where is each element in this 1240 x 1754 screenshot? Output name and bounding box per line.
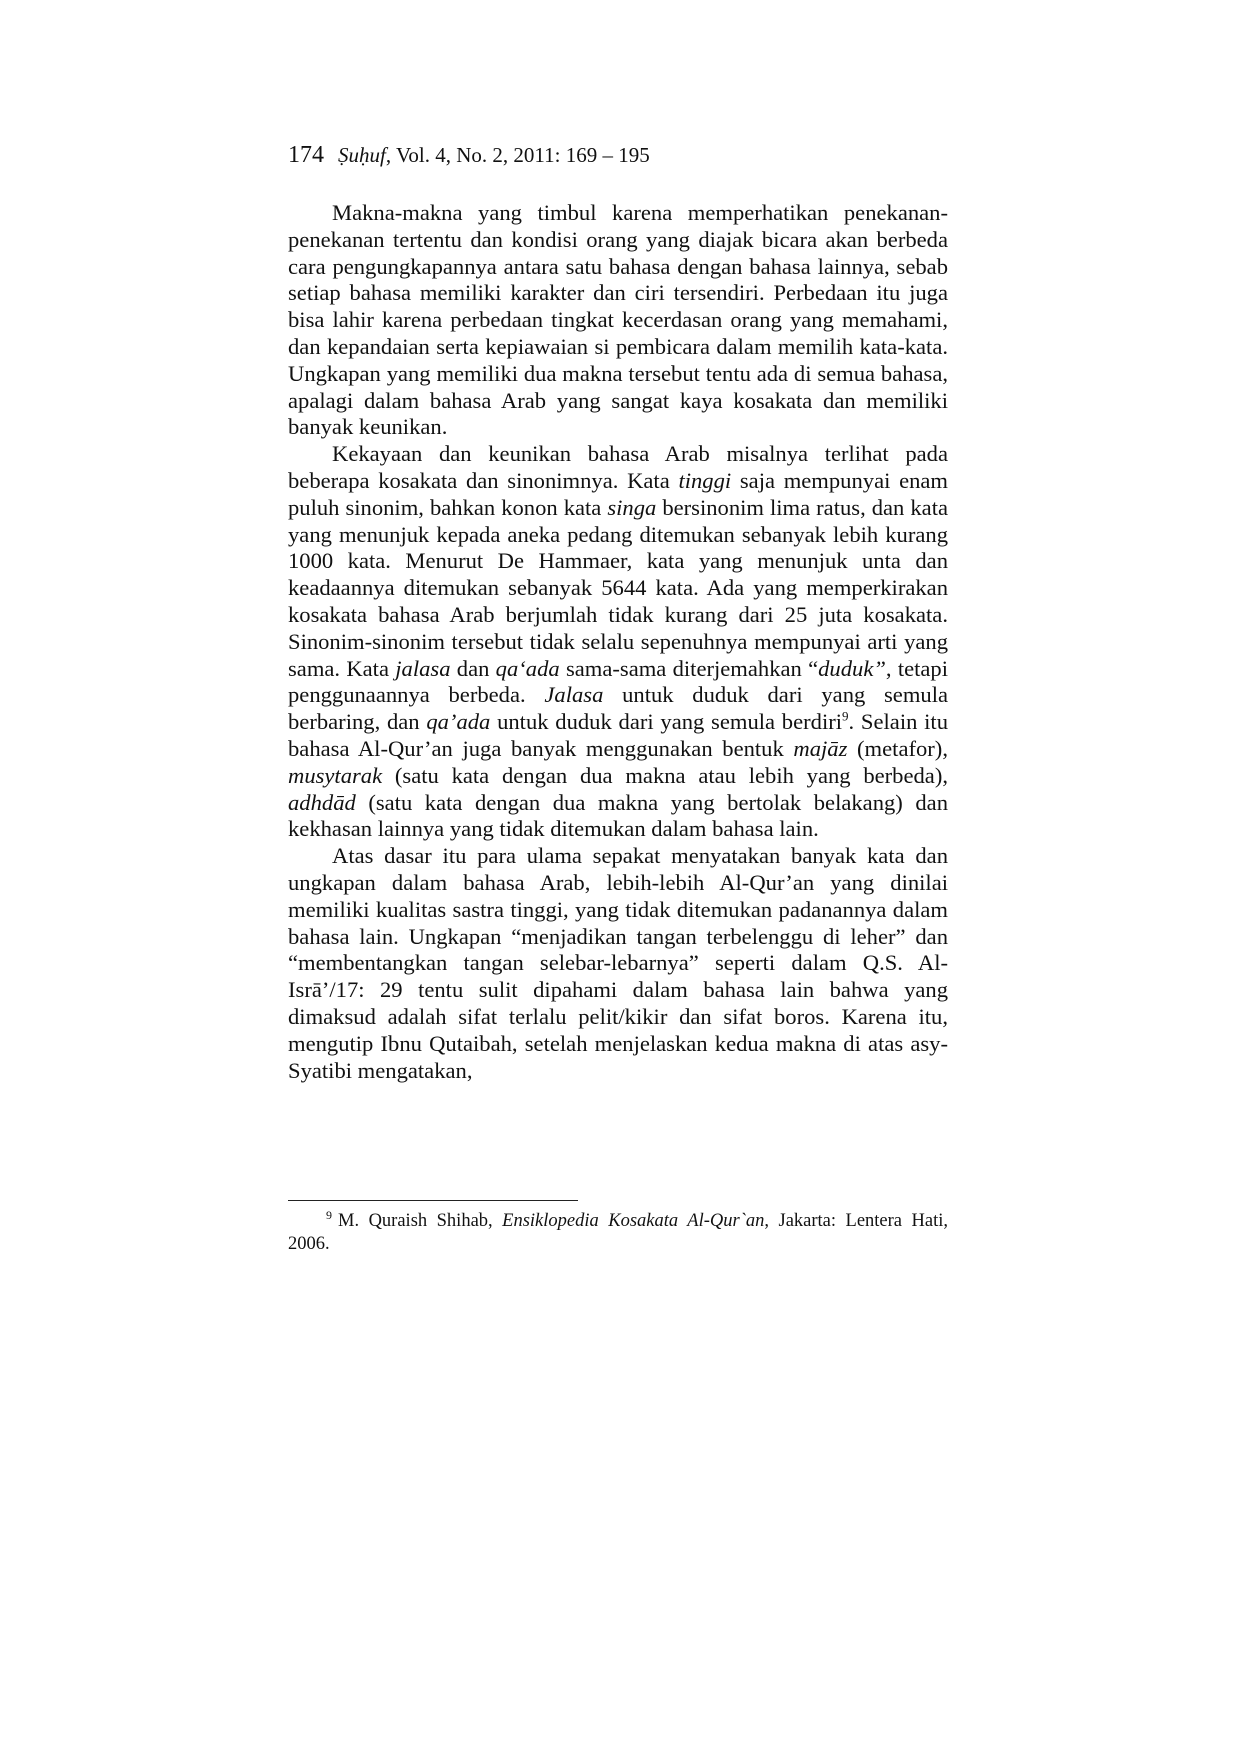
footnote xyxy=(288,1207,948,1256)
text-span: (metafor), xyxy=(847,735,948,761)
body-text xyxy=(288,200,948,1084)
page-number: 174 xyxy=(288,142,324,168)
footnote-publisher: , Jakarta: Lentera Hati, 2006. xyxy=(288,1211,948,1254)
footnote-author: M. Quraish Shihab, xyxy=(338,1211,503,1231)
text-span: , tetapi penggunaannya berbeda. xyxy=(288,655,949,708)
text-span: . Selain itu bahasa Al-Qur’an juga banyak menggunakan bentuk xyxy=(288,709,948,761)
italic-term: musytarak xyxy=(288,762,383,788)
paragraph-2 xyxy=(288,441,948,843)
text-span: Kekayaan dan keunikan bahasa Arab misalnya terlihat pada beberapa kosakata dan sinonimnya. Kata xyxy=(288,441,948,493)
running-header xyxy=(288,142,650,168)
footnote-number: 9 xyxy=(326,1207,332,1222)
italic-term: majāz xyxy=(793,735,848,761)
footnote-divider xyxy=(288,1200,578,1201)
italic-term: qa’ada xyxy=(426,709,491,735)
paragraph-3: Atas dasar itu para ulama sepakat menyatakan banyak kata dan ungkapan dalam bahasa Arab, lebih-lebih Al-Qur’an yang dinilai memiliki kualitas sastra tinggi, yang tidak ditemukan padanannya dalam bahasa lain. Ungkapan “menjadikan tangan terbelenggu di leher” dan “membentangkan tangan selebar-lebarnya” seperti dalam Q.S. Al-Isrā’/17: 29 tentu sulit dipahami dalam bahasa lain bahwa yang dimaksud adalah sifat terlalu pelit/kikir dan sifat boros. Karena itu, mengutip Ibnu Qutaibah, setelah menjelaskan kedua makna di atas asy-Syatibi mengatakan, xyxy=(288,843,948,1083)
italic-term: duduk” xyxy=(818,655,886,681)
text-span: untuk duduk dari yang semula berdiri xyxy=(490,709,843,735)
italic-term: tinggi xyxy=(678,467,732,493)
text-span: untuk duduk dari yang semula berbaring, dan xyxy=(288,682,949,735)
italic-term: qa‘ada xyxy=(495,655,560,681)
text-span: sama-sama diterjemahkan “ xyxy=(559,655,819,681)
text-span: dan xyxy=(450,655,496,681)
footnote-title: Ensiklopedia Kosakata Al-Qur`an xyxy=(502,1211,765,1231)
italic-term: Jalasa xyxy=(544,682,604,708)
italic-term: singa xyxy=(607,494,657,520)
text-span: bersinonim lima ratus, dan kata yang menunjuk kepada aneka pedang ditemukan sebanyak lebih kurang 1000 kata. Menurut De Hammaer, kata yang menunjuk unta dan keadaannya ditemukan sebanyak 5644 kata. Ada yang memperkirakan kosakata bahasa Arab berjumlah tidak kurang dari 25 juta kosakata. Sinonim-sinonim tersebut tidak selalu sepenuhnya mempunyai arti yang sama. Kata xyxy=(288,494,948,681)
paragraph-1: Makna-makna yang timbul karena memperhatikan penekanan-penekanan tertentu dan kondisi orang yang diajak bicara akan berbeda cara pengungkapannya antara satu bahasa dengan bahasa lainnya, sebab setiap bahasa memiliki karakter dan ciri tersendiri. Perbedaan itu juga bisa lahir karena perbedaan tingkat kecerdasan orang yang memahami, dan kepandaian serta kepiawaian si pembicara dalam memilih kata-kata. Ungkapan yang memiliki dua makna tersebut tentu ada di semua bahasa, apalagi dalam bahasa Arab yang sangat kaya kosakata dan memiliki banyak keunikan. xyxy=(288,200,948,440)
text-span: saja mempunyai enam puluh sinonim, bahkan konon kata xyxy=(288,467,948,520)
journal-citation: , Vol. 4, No. 2, 2011: 169 – 195 xyxy=(385,143,650,167)
text-span: (satu kata dengan dua makna yang bertolak belakang) dan kekhasan lainnya yang tidak ditemukan dalam bahasa lain. xyxy=(288,789,948,842)
italic-term: adhdād xyxy=(288,789,356,815)
footnote-text xyxy=(288,1207,948,1256)
italic-term: jalasa xyxy=(395,655,451,681)
journal-title: Ṣuḥuf xyxy=(338,143,386,167)
footnote-reference: 9 xyxy=(842,708,849,724)
text-span: (satu kata dengan dua makna atau lebih yang berbeda), xyxy=(382,762,948,788)
